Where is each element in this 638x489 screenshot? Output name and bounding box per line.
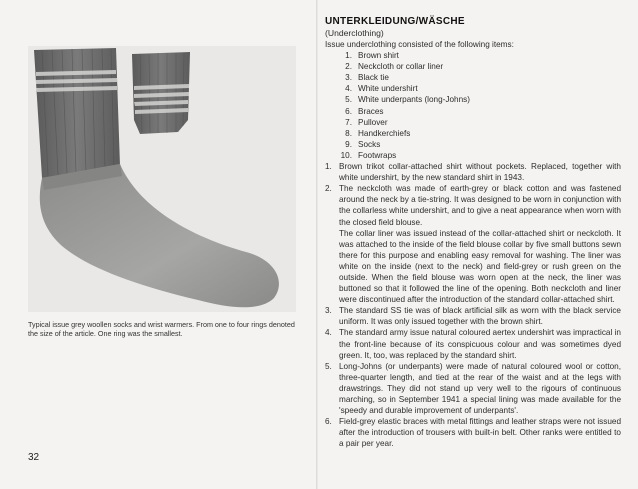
list-item bbox=[325, 83, 621, 94]
list-item bbox=[325, 106, 621, 117]
item-number: 6. bbox=[345, 106, 352, 116]
item-number: 5. bbox=[345, 95, 352, 105]
item-number: 4. bbox=[345, 84, 352, 94]
note-item bbox=[325, 327, 621, 360]
note-number: 2. bbox=[325, 184, 332, 194]
list-item bbox=[325, 61, 621, 72]
section-subtitle: (Underclothing) bbox=[325, 28, 384, 38]
list-item bbox=[325, 50, 621, 61]
note-paragraph: The collar liner was issued instead of the collar-attached shirt or neckcloth. It was attached to the inside of the field blouse collar by five small buttons sewn there for this purpose and enabling easy removal for washing. The liner was white on the inside (next to the neck) and field-grey or rush green on the outside. When the field blouse was worn open at the neck, the liner was buttoned so that it followed the line of the opening. Both neckcloth and liner were discontinued after the introduction of the standard collar-attached shirt. bbox=[339, 228, 621, 305]
item-label: Neckcloth or collar liner bbox=[358, 62, 444, 72]
note-paragraph: Long-Johns (or underpants) were made of natural coloured wool or cotton, three-quarter length, and tied at the rear of the waist and at the legs with drawstrings. They did not stand up very well to the rigours of continuous marching, so in September 1941 a special lining was made available for the 'speedy and durable improvement of underpants'. bbox=[339, 361, 621, 416]
list-item bbox=[325, 150, 621, 161]
note-item bbox=[325, 416, 621, 449]
item-label: White undershirt bbox=[358, 84, 418, 94]
note-number: 3. bbox=[325, 306, 332, 316]
photo-caption: Typical issue grey woollen socks and wrist warmers. From one to four rings denoted the size of the article. One ring was the smallest. bbox=[28, 320, 295, 339]
note-item bbox=[325, 161, 621, 183]
item-label: White underpants (long-Johns) bbox=[358, 95, 470, 105]
note-paragraph: Field-grey elastic braces with metal fittings and leather straps were not issued after the introduction of trousers with built-in belt. Other ranks were entitled to a pair per year. bbox=[339, 417, 621, 449]
items-list bbox=[325, 50, 621, 161]
item-label: Handkerchiefs bbox=[358, 128, 411, 138]
list-item bbox=[325, 94, 621, 105]
note-item bbox=[325, 305, 621, 327]
note-item bbox=[325, 361, 621, 416]
list-item bbox=[325, 139, 621, 150]
note-paragraph: The standard SS tie was of black artificial silk as worn with the black service uniform. It was only issued together with the brown shirt. bbox=[339, 306, 621, 327]
page-number: 32 bbox=[28, 452, 40, 463]
item-number: 10. bbox=[340, 150, 352, 160]
item-label: Socks bbox=[358, 139, 381, 149]
item-label: Footwraps bbox=[358, 150, 397, 160]
list-item bbox=[325, 117, 621, 128]
item-label: Black tie bbox=[358, 73, 389, 83]
list-item bbox=[325, 128, 621, 139]
book-spine bbox=[316, 0, 318, 489]
note-number: 4. bbox=[325, 328, 332, 338]
item-label: Pullover bbox=[358, 117, 388, 127]
note-item bbox=[325, 183, 621, 305]
note-number: 1. bbox=[325, 162, 332, 172]
note-number: 6. bbox=[325, 417, 332, 427]
intro-text: Issue underclothing consisted of the following items: bbox=[325, 40, 514, 49]
item-label: Braces bbox=[358, 106, 384, 116]
item-number: 2. bbox=[345, 62, 352, 72]
note-paragraph: The standard army issue natural coloured aertex undershirt was impractical in the front-line because of its conspicuous colour and was sometimes dyed green. It, too, was replaced by the standard shirt. bbox=[339, 328, 621, 360]
notes-list bbox=[325, 161, 621, 449]
item-number: 7. bbox=[345, 117, 352, 127]
sock-photo bbox=[28, 46, 296, 312]
list-item bbox=[325, 72, 621, 83]
item-number: 1. bbox=[345, 51, 352, 61]
note-paragraph: The neckcloth was made of earth-grey or black cotton and was fastened around the neck by a tie-string. It was designed to be worn in conjunction with the collarless white undershirt, and to give a neat appearance when worn with the closed field blouse. bbox=[339, 184, 621, 227]
section-title: UNTERKLEIDUNG/WÄSCHE bbox=[325, 16, 465, 27]
note-number: 5. bbox=[325, 361, 332, 371]
item-label: Brown shirt bbox=[358, 51, 399, 61]
sock-illustration bbox=[28, 46, 296, 312]
item-number: 8. bbox=[345, 128, 352, 138]
item-number: 9. bbox=[345, 139, 352, 149]
note-paragraph: Brown trikot collar-attached shirt without pockets. Replaced, together with white undershirt, by the new standard shirt in 1943. bbox=[339, 162, 621, 183]
text-column bbox=[325, 15, 621, 449]
item-number: 3. bbox=[345, 73, 352, 83]
